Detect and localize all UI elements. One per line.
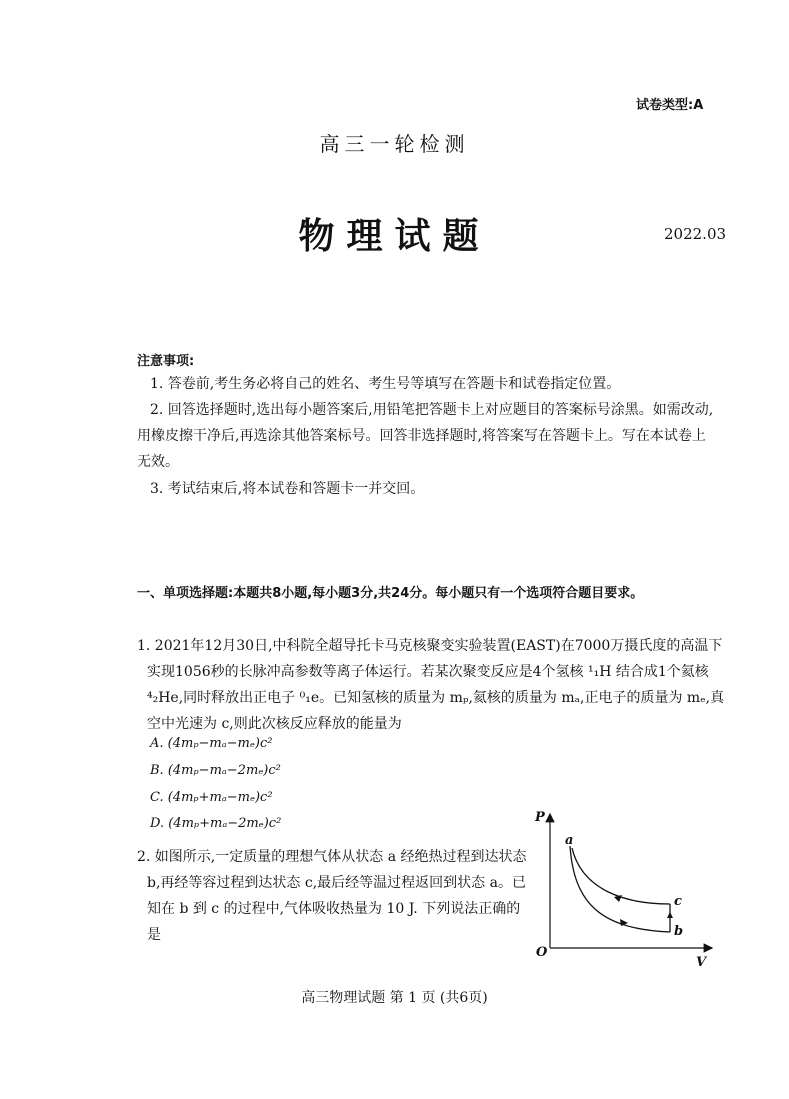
- pv-diagram: [530, 808, 720, 978]
- notice-heading: 注意事项:: [137, 354, 195, 369]
- point-a-label: a: [565, 833, 574, 848]
- question-1-option-d: D. (4mₚ+mₐ−2mₑ)c²: [150, 816, 282, 831]
- question-1-text: 1. 2021年12月30日,中科院全超导托卡马克核聚变实验装置(EAST)在7000万摄氏度的高温下实现1056秒的长脉冲高参数等离子体运行。若某次聚变反应是4个氢核 ¹₁H 结合成1个氦核 ⁴₂He,同时释放出正电子 ⁰₁e。已知氢核的质量为 mₚ,氦核的质量为 mₐ,正电子的质量为 mₑ,真空中光速为 c,则此次核反应释放的能量为: [137, 638, 725, 732]
- exam-date: 2022.03: [664, 225, 727, 243]
- notice-item-1: 1. 答卷前,考生务必将自己的姓名、考生号等填写在答题卡和试卷指定位置。: [150, 376, 621, 392]
- p-axis-label: P: [535, 810, 545, 825]
- question-1-option-a: A. (4mₚ−mₐ−mₑ)c²: [150, 736, 273, 751]
- arrow-c-to-a: [614, 895, 622, 902]
- point-c-label: c: [674, 894, 682, 909]
- adiabatic-curve-a-to-b: [570, 846, 670, 932]
- question-1-option-b: B. (4mₚ−mₐ−2mₑ)c²: [150, 763, 281, 778]
- notice-item-2: 2. 回答选择题时,选出每小题答案后,用铅笔把答题卡上对应题目的答案标号涂黑。如需改动,用橡皮擦干净后,再选涂其他答案标号。回答非选择题时,将答案写在答题卡上。写在本试卷上无效。: [137, 402, 714, 470]
- exam-subtitle: 高三一轮检测: [319, 132, 470, 156]
- point-b-label: b: [674, 924, 684, 939]
- notice-item-3: 3. 考试结束后,将本试卷和答题卡一并交回。: [150, 481, 425, 497]
- question-1-option-c: C. (4mₚ+mₐ−mₑ)c²: [150, 790, 273, 805]
- page-footer: 高三物理试题 第 1 页 (共6页): [301, 990, 488, 1006]
- origin-label: O: [536, 945, 548, 960]
- exam-type-label: 试卷类型:A: [636, 98, 704, 113]
- arrow-b-to-c: [667, 912, 673, 918]
- section-heading: 一、单项选择题:本题共8小题,每小题3分,共24分。每小题只有一个选项符合题目要求。: [137, 586, 644, 601]
- v-axis-label: V: [696, 955, 707, 970]
- page-title: 物理试题: [298, 215, 491, 257]
- question-2-text: 2. 如图所示,一定质量的理想气体从状态 a 经绝热过程到达状态 b,再经等容过程到达状态 c,最后经等温过程返回到状态 a。已知在 b 到 c 的过程中,气体吸收热量为 10 J. 下列说法正确的是: [137, 849, 527, 943]
